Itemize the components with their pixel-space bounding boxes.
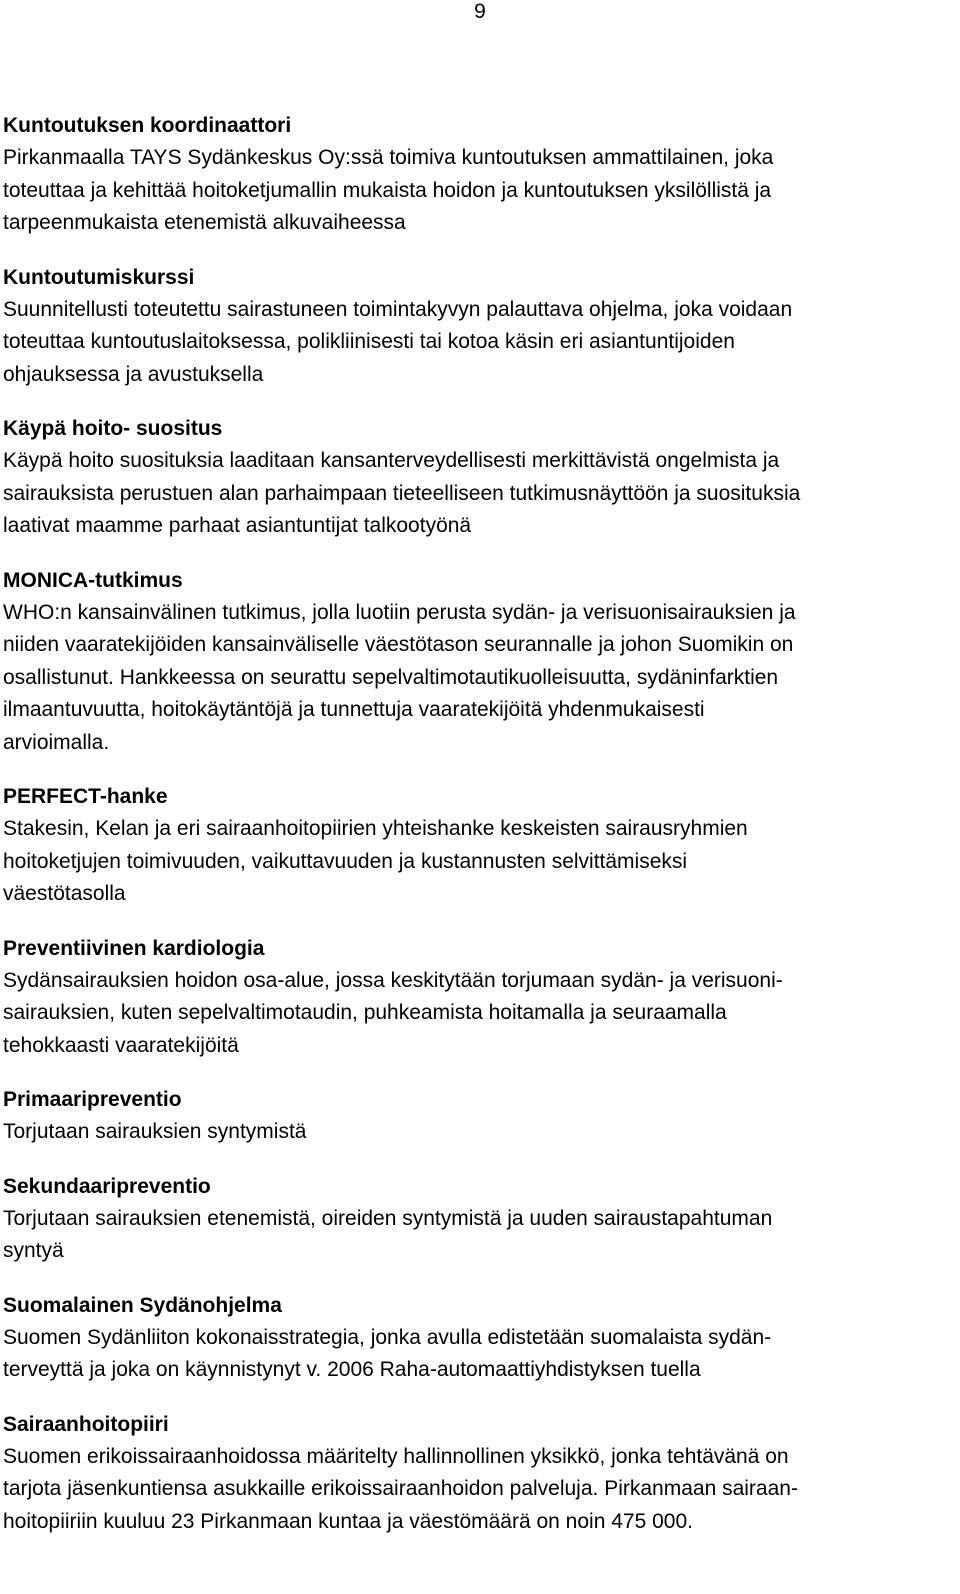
glossary-term: Kuntoutumiskurssi [3,265,195,289]
page-number: 9 [474,0,486,23]
glossary-definition: Stakesin, Kelan ja eri sairaanhoitopiirien yhteishanke keskeisten sairausryhmien hoitoketjujen toimivuuden, vaikuttavuuden ja kustannusten selvittämiseksi väestötasolla [3,817,748,905]
glossary-definition: Torjutaan sairauksien etenemistä, oireiden syntymistä ja uuden sairaustapahtuman syntyä [3,1206,773,1262]
glossary-term: Sekundaaripreventio [3,1174,211,1198]
glossary-term: Suomalainen Sydänohjelma [3,1293,282,1317]
glossary-definition: Suunnitellusti toteutettu sairastuneen toimintakyvyn palauttava ohjelma, joka voidaan toteuttaa kuntoutuslaitoksessa, polikliinisesti tai kotoa käsin eri asiantuntijoiden ohjauksessa ja avustuksella [3,297,793,386]
glossary-entry-kuntoutuksen-koordinaattori [3,110,953,240]
glossary-entry-suomalainen-sydanohjelma [3,1290,953,1387]
glossary-term: MONICA-tutkimus [3,568,183,592]
glossary-definition: Suomen erikoissairaanhoidossa määritelty hallinnollinen yksikkö, jonka tehtävänä on tarjota jäsenkuntiensa asukkaille erikoissairaanhoidon palveluja. Pirkanmaan sairaan- hoitopiiriin kuuluu 23 Pirkanmaan kuntaa ja väestömäärä on noin 475 000. [3,1444,798,1533]
glossary-term: Kuntoutuksen koordinaattori [3,114,292,137]
glossary-entry-kaypa-hoito-suositus [3,413,953,543]
glossary-entry-sekundaaripreventio [3,1171,953,1268]
glossary-entry-kuntoutumiskurssi [3,262,953,392]
glossary-term: Sairaanhoitopiiri [3,1412,169,1436]
glossary-term: Preventiivinen kardiologia [3,936,265,960]
glossary-term: Primaaripreventio [3,1088,182,1111]
glossary-definition: WHO:n kansainvälinen tutkimus, jolla luotiin perusta sydän- ja verisuonisairauksien ja niiden vaaratekijöiden kansainväliselle väestötason seurannalle ja johon Suomikin on osallistunut. Hankkeessa on seurattu sepelvaltimotautikuolleisuutta, sydäninfarktien ilmaantuvuutta, hoitokäytäntöjä ja tunnettuja vaaratekijöitä yhdenmukaisesti arvioimalla. [3,600,796,754]
glossary-definition: Suomen Sydänliiton kokonaisstrategia, jonka avulla edistetään suomalaista sydän- terveyttä ja joka on käynnistynyt v. 2006 Raha-automaattiyhdistyksen tuella [3,1325,772,1381]
glossary-term: Käypä hoito- suositus [3,417,223,440]
glossary-entry-perfect-hanke [3,781,953,911]
glossary-definition: Torjutaan sairauksien syntymistä [3,1120,307,1143]
glossary-entry-preventiivinen-kardiologia [3,933,953,1063]
glossary-definition: Sydänsairauksien hoidon osa-alue, jossa keskitytään torjumaan sydän- ja verisuoni- sairauksien, kuten sepelvaltimotaudin, puhkeamista hoitamalla ja seuraamalla tehokkaasti vaaratekijöitä [3,968,783,1057]
glossary-entry-primaaripreventio [3,1084,953,1149]
glossary-entry-sairaanhoitopiiri [3,1409,953,1539]
glossary-definition: Käypä hoito suosituksia laaditaan kansanterveydellisesti merkittävistä ongelmista ja sairauksista perustuen alan parhaimpaan tieteelliseen tutkimusnäyttöön ja suosituksia laativat maamme parhaat asiantuntijat talkootyönä [3,449,801,537]
glossary-definition: Pirkanmaalla TAYS Sydänkeskus Oy:ssä toimiva kuntoutuksen ammattilainen, joka toteuttaa ja kehittää hoitoketjumallin mukaista hoidon ja kuntoutuksen yksilöllistä ja tarpeenmukaista etenemistä alkuvaiheessa [3,146,774,234]
glossary-entry-monica-tutkimus [3,565,953,760]
glossary-term: PERFECT-hanke [3,785,168,808]
glossary [3,110,953,1560]
